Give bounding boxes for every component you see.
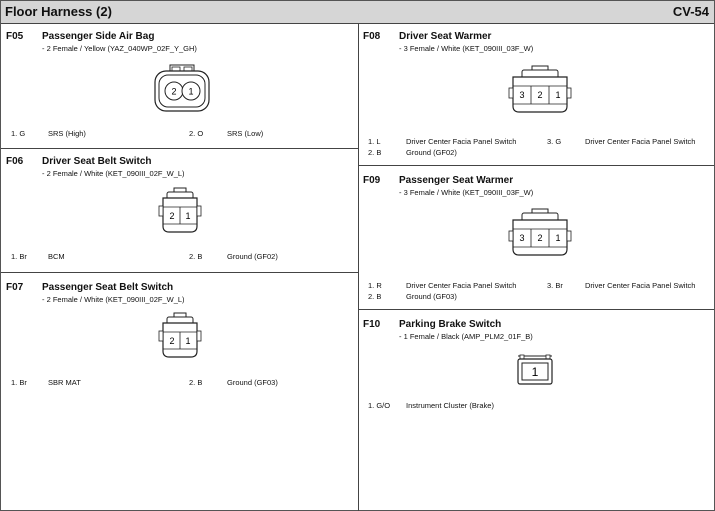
page-title: Floor Harness (2) — [5, 4, 112, 19]
pin-circuit: Driver Center Facia Panel Switch — [585, 137, 696, 146]
connector-description: - 3 Female / White (KET_090III_03F_W) — [399, 44, 534, 53]
section-divider — [1, 148, 358, 149]
connector-drawing — [508, 64, 572, 116]
connector-name: Parking Brake Switch — [399, 319, 502, 330]
pin-number: 3. Br — [547, 281, 563, 290]
pin-number: 1. G — [11, 129, 26, 138]
pin-number: 1 — [531, 365, 539, 379]
pin-number: 2. O — [189, 129, 204, 138]
pin-number: 1. Br — [11, 378, 27, 387]
pin-number: 2. B — [368, 148, 382, 157]
pin-number: 1 — [555, 233, 561, 243]
pin-number: 2 — [171, 86, 177, 97]
connector-id: F05 — [6, 31, 24, 42]
connector-section-f10 — [363, 319, 711, 419]
connector-section-f07 — [6, 282, 354, 394]
connector-drawing — [516, 352, 554, 388]
page-code: CV-54 — [672, 4, 709, 19]
pin-circuit: Driver Center Facia Panel Switch — [585, 281, 696, 290]
connector-drawing — [158, 311, 202, 361]
connector-id: F09 — [363, 175, 381, 186]
pin-circuit: Ground (GF02) — [406, 148, 457, 157]
connector-id: F06 — [6, 156, 24, 167]
connector-section-f09 — [363, 175, 711, 305]
pin-number: 1. R — [368, 281, 382, 290]
pin-number: 2. B — [189, 252, 203, 261]
connector-description: - 2 Female / Yellow (YAZ_040WP_02F_Y_GH) — [42, 44, 197, 53]
connector-id: F07 — [6, 282, 24, 293]
connector-id: F08 — [363, 31, 381, 42]
connector-drawing — [152, 61, 212, 113]
pin-number: 2 — [169, 336, 175, 346]
pin-circuit: SRS (Low) — [227, 129, 264, 138]
pin-circuit: Ground (GF03) — [406, 292, 457, 301]
pin-circuit: SRS (High) — [48, 129, 86, 138]
pin-number: 1. Br — [11, 252, 27, 261]
pin-number: 2 — [537, 233, 543, 243]
pin-circuit: Instrument Cluster (Brake) — [406, 401, 494, 410]
connector-drawing — [158, 186, 202, 236]
pin-circuit: Driver Center Facia Panel Switch — [406, 281, 517, 290]
pin-number: 2. B — [189, 378, 203, 387]
connector-description: - 2 Female / White (KET_090III_02F_W_L) — [42, 169, 185, 178]
connector-name: Driver Seat Belt Switch — [42, 156, 152, 167]
connector-drawing — [508, 207, 572, 259]
pin-circuit: SBR MAT — [48, 378, 81, 387]
connector-name: Driver Seat Warmer — [399, 31, 492, 42]
connector-name: Passenger Seat Belt Switch — [42, 282, 174, 293]
connector-description: - 2 Female / White (KET_090III_02F_W_L) — [42, 295, 185, 304]
page-header — [1, 1, 714, 24]
pin-circuit: Driver Center Facia Panel Switch — [406, 137, 517, 146]
pin-number: 3. G — [547, 137, 562, 146]
pin-number: 3 — [519, 233, 525, 243]
pin-number: 1. G/O — [368, 401, 391, 410]
connector-name: Passenger Side Air Bag — [42, 31, 155, 42]
pin-number: 1 — [555, 90, 561, 100]
connector-id: F10 — [363, 319, 381, 330]
connector-section-f05 — [6, 31, 354, 146]
column-divider — [358, 23, 359, 511]
connector-section-f08 — [363, 31, 711, 161]
connector-section-f06 — [6, 156, 354, 268]
pin-number: 3 — [519, 90, 525, 100]
pin-number: 2 — [169, 211, 175, 221]
pin-number: 2. B — [368, 292, 382, 301]
pin-circuit: Ground (GF02) — [227, 252, 278, 261]
pin-number: 1 — [185, 336, 191, 346]
pin-circuit: Ground (GF03) — [227, 378, 278, 387]
section-divider — [359, 309, 714, 310]
pin-circuit: BCM — [48, 252, 65, 261]
connector-description: - 3 Female / White (KET_090III_03F_W) — [399, 188, 534, 197]
connector-description: - 1 Female / Black (AMP_PLM2_01F_B) — [399, 332, 533, 341]
pin-number: 1 — [188, 86, 194, 97]
pin-number: 2 — [537, 90, 543, 100]
section-divider — [1, 272, 358, 273]
section-divider — [359, 165, 714, 166]
connector-name: Passenger Seat Warmer — [399, 175, 514, 186]
pin-number: 1 — [185, 211, 191, 221]
pin-number: 1. L — [368, 137, 381, 146]
